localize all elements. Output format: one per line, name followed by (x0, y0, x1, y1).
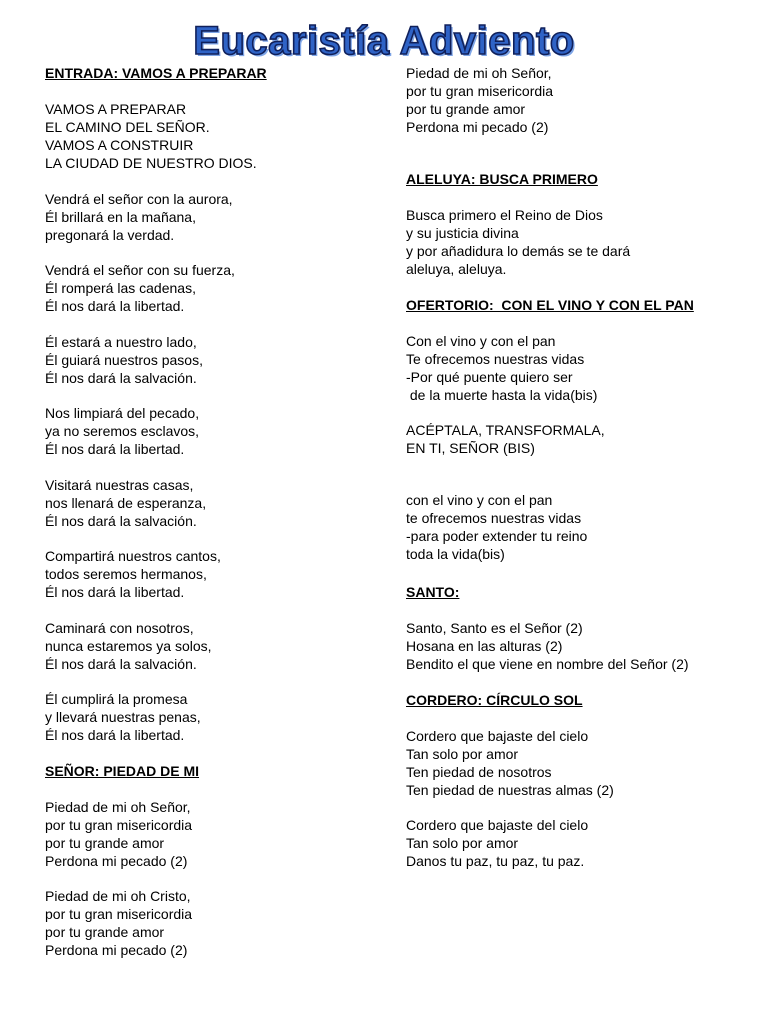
lyric-line: Piedad de mi oh Señor, (45, 798, 191, 815)
stanza (45, 887, 385, 959)
lyric-line: por tu gran misericordia (45, 906, 193, 922)
stanza (45, 333, 385, 387)
lyric-line: Él nos dará la salvación. (45, 369, 197, 386)
lyric-line: VAMOS A CONSTRUIR (45, 137, 194, 153)
lyric-line: EL CAMINO DEL SEÑOR. (45, 119, 210, 135)
stanza (45, 798, 385, 870)
lyric-line: Te ofrecemos nuestras vidas (406, 350, 585, 367)
lyric-line: Visitará nuestras casas, (45, 476, 194, 493)
section-heading: OFERTORIO: CON EL VINO Y CON EL PAN (406, 296, 694, 313)
lyric-line: Cordero que bajaste del cielo (406, 817, 589, 833)
lyric-line: Compartirá nuestros cantos, (45, 548, 221, 564)
section-heading: SANTO: (406, 584, 460, 600)
lyric-line: Caminará con nosotros, (45, 619, 194, 636)
lyric-line: nos llenará de esperanza, (45, 494, 207, 511)
lyric-line: toda la vida(bis) (406, 546, 505, 562)
page-title: Eucaristía Adviento (193, 19, 575, 63)
section-heading: SEÑOR: PIEDAD DE MI (45, 762, 200, 779)
lyric-line: aleluya, aleluya. (406, 261, 507, 277)
lyric-line: Él nos dará la libertad. (45, 441, 185, 457)
lyric-line: pregonará la verdad. (45, 226, 175, 243)
lyric-line: Cordero que bajaste del cielo (406, 727, 589, 744)
lyric-line: Santo, Santo es el Señor (2) (406, 620, 583, 636)
lyric-line: y por añadidura lo demás se te dará (406, 243, 631, 259)
lyric-line: -para poder extender tu reino (406, 528, 588, 544)
lyric-line: Él estará a nuestro lado, (45, 333, 197, 350)
lyric-line: Hosana en las alturas (2) (406, 638, 563, 654)
right-column (406, 64, 756, 888)
lyric-line: Vendrá el señor con la aurora, (45, 190, 233, 207)
stanza (406, 491, 756, 563)
lyric-line: Ten piedad de nuestras almas (2) (406, 781, 614, 798)
lyric-line: Él nos dará la libertad. (45, 727, 185, 743)
lyric-line: Piedad de mi oh Cristo, (45, 888, 191, 904)
lyric-line: te ofrecemos nuestras vidas (406, 510, 582, 526)
lyric-line: Él brillará en la mañana, (45, 208, 196, 225)
lyric-line: ya no seremos esclavos, (45, 423, 200, 439)
lyric-line: y llevará nuestras penas, (45, 709, 201, 725)
lyric-line: Él guiará nuestros pasos, (45, 351, 203, 368)
lyric-line: Él nos dará la libertad. (45, 584, 185, 600)
stanza (45, 404, 385, 458)
lyric-line: -Por qué puente quiero ser (406, 368, 573, 385)
lyric-line: Perdona mi pecado (2) (45, 942, 188, 958)
lyric-line: Nos limpiará del pecado, (45, 405, 200, 421)
stanza (45, 190, 385, 244)
lyric-line: todos seremos hermanos, (45, 566, 207, 582)
lyric-line: Tan solo por amor (406, 835, 519, 851)
stanza (45, 690, 385, 744)
lyric-line: nunca estaremos ya solos, (45, 637, 212, 654)
lyric-line: de la muerte hasta la vida(bis) (406, 386, 598, 403)
lyric-line: por tu gran misericordia (406, 83, 554, 99)
lyric-line: Con el vino y con el pan (406, 332, 556, 349)
lyric-line: EN TI, SEÑOR (BIS) (406, 440, 535, 456)
stanza (45, 619, 385, 673)
lyric-line: Él cumplirá la promesa (45, 691, 188, 707)
lyric-line: Perdona mi pecado (2) (45, 852, 188, 869)
lyric-line: ACÉPTALA, TRANSFORMALA, (406, 422, 605, 438)
lyric-line: por tu grande amor (45, 834, 165, 851)
stanza (406, 332, 756, 404)
stanza (45, 547, 385, 601)
stanza (45, 476, 385, 530)
stanza (406, 206, 756, 278)
lyric-line: Él nos dará la salvación. (45, 655, 197, 672)
lyric-line: Busca primero el Reino de Dios (406, 207, 603, 223)
stanza (406, 64, 756, 136)
section-heading: CORDERO: CÍRCULO SOL (406, 691, 583, 708)
lyric-line: Él nos dará la salvación. (45, 512, 197, 529)
lyric-line: Bendito el que viene en nombre del Señor (2) (406, 656, 689, 672)
lyric-line: Tan solo por amor (406, 745, 519, 762)
lyric-line: por tu grande amor (406, 101, 526, 117)
lyric-line: Vendrá el señor con su fuerza, (45, 262, 235, 278)
lyric-line: Ten piedad de nosotros (406, 763, 552, 780)
stanza (406, 816, 756, 870)
lyric-line: Piedad de mi oh Señor, (406, 65, 552, 81)
stanza (45, 261, 385, 315)
lyric-line: por tu grande amor (45, 924, 165, 940)
lyric-line: por tu gran misericordia (45, 816, 193, 833)
lyric-line: Él romperá las cadenas, (45, 280, 196, 296)
stanza (406, 727, 756, 799)
lyric-line: con el vino y con el pan (406, 492, 553, 508)
lyric-line: VAMOS A PREPARAR (45, 101, 187, 117)
lyric-line: Perdona mi pecado (2) (406, 119, 549, 135)
stanza (406, 421, 756, 457)
section-heading: ENTRADA: VAMOS A PREPARAR (45, 65, 267, 81)
lyric-line: Él nos dará la libertad. (45, 298, 185, 314)
stanza (45, 100, 385, 172)
section-heading: ALELUYA: BUSCA PRIMERO (406, 171, 598, 187)
left-column (45, 64, 385, 977)
lyric-line: y su justicia divina (406, 225, 519, 241)
lyric-line: LA CIUDAD DE NUESTRO DIOS. (45, 155, 257, 171)
stanza (406, 619, 756, 673)
lyric-line: Danos tu paz, tu paz, tu paz. (406, 853, 585, 869)
